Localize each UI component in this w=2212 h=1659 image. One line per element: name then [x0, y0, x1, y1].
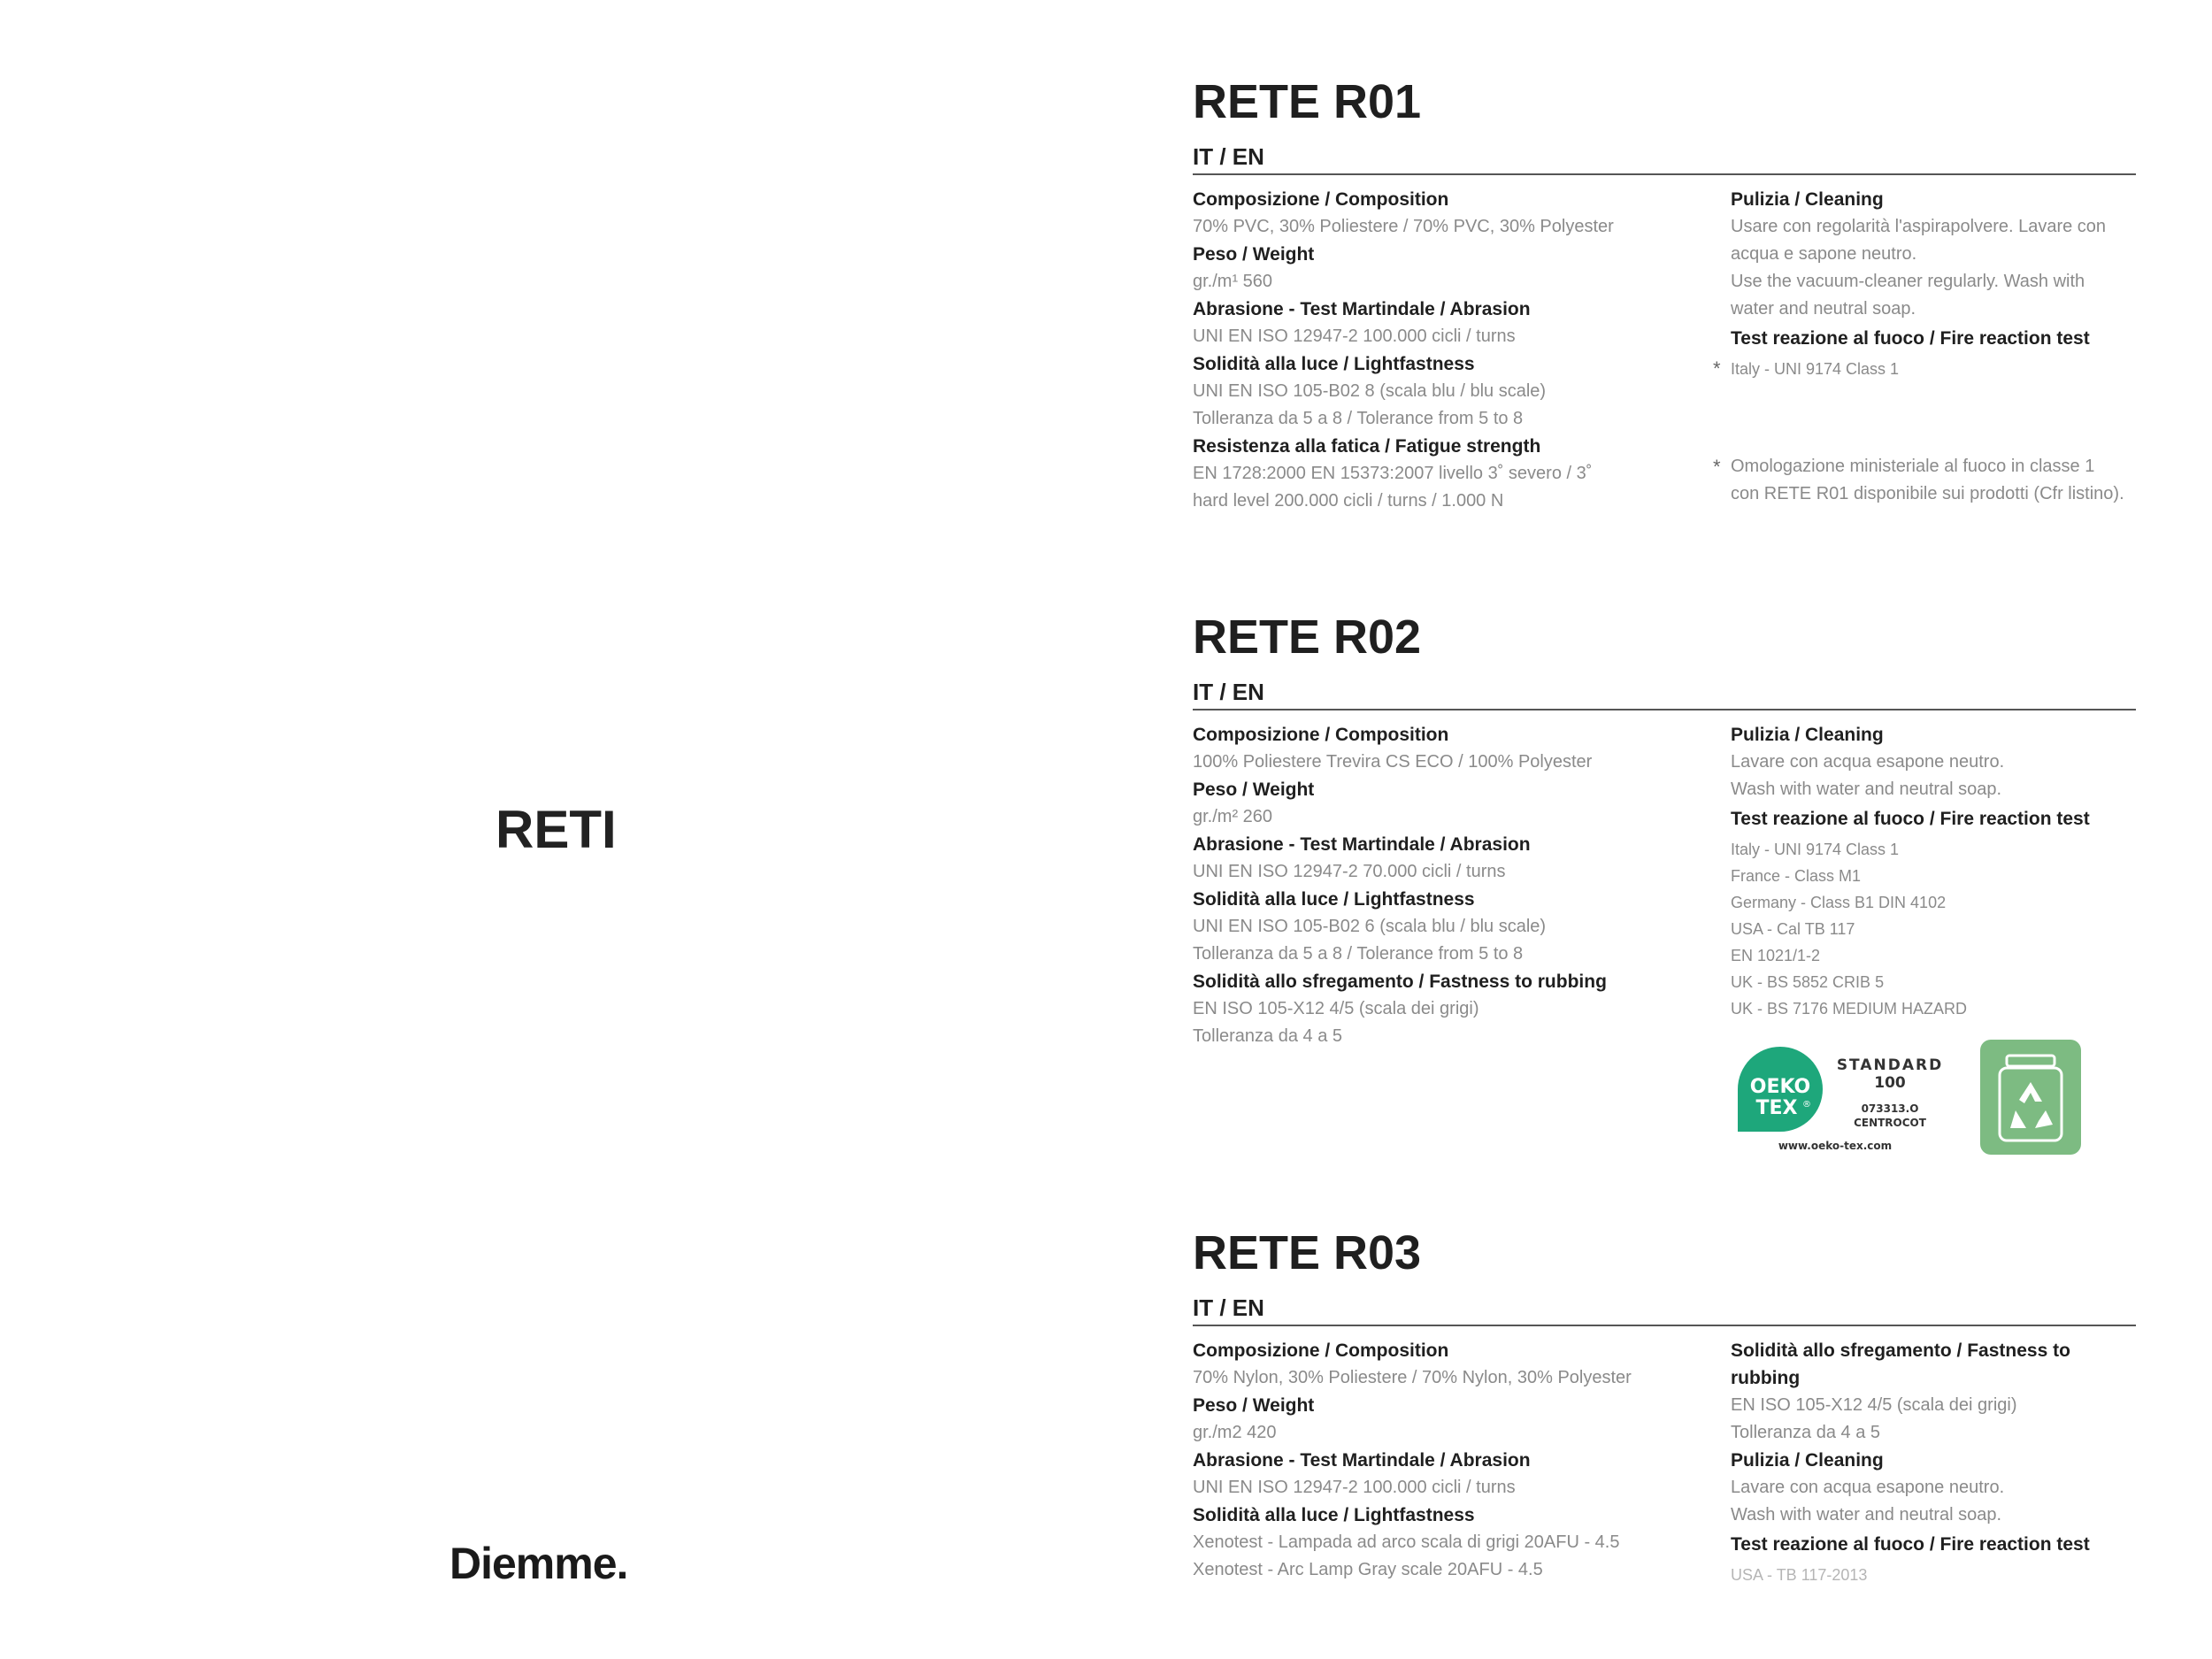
spec-value: 70% PVC, 30% Poliestere / 70% PVC, 30% Polyester [1193, 217, 1614, 236]
spec-heading: Solidità alla luce / Lightfastness [1193, 354, 1475, 374]
section-title: RETE R03 [1193, 1226, 1422, 1279]
spec-value: EN 1728:2000 EN 15373:2007 livello 3˚ severo / 3˚ [1193, 464, 1593, 483]
note-text: con RETE R01 disponibile sui prodotti (Cfr listino). [1731, 484, 2124, 503]
spec-value: UNI EN ISO 12947-2 100.000 cicli / turns [1193, 1478, 1516, 1497]
spec-value: UNI EN ISO 12947-2 100.000 cicli / turns [1193, 326, 1516, 346]
divider [1193, 173, 2136, 175]
language-label: IT / EN [1193, 143, 1264, 170]
cleaning-heading: Pulizia / Cleaning [1731, 1450, 1884, 1471]
spec-heading: Abrasione - Test Martindale / Abrasion [1193, 299, 1531, 319]
spec-value: Tolleranza da 4 a 5 [1193, 1026, 1343, 1046]
section-rete-r01 [1193, 75, 2136, 511]
spec-value: UNI EN ISO 105-B02 8 (scala blu / blu scale) [1193, 381, 1547, 401]
note-text: Omologazione ministeriale al fuoco in classe 1 [1731, 457, 2095, 476]
specs-right-column [1731, 721, 2147, 1164]
rubbing-value: EN ISO 105-X12 4/5 (scala dei grigi) [1731, 1395, 2017, 1415]
certification-logos [1731, 1040, 2147, 1164]
spec-heading: Solidità allo sfregamento / Fastness to rubbing [1193, 972, 1607, 992]
spec-heading: Abrasione - Test Martindale / Abrasion [1193, 834, 1531, 855]
specs-left-column [1193, 186, 1688, 515]
oeko-line2: TEX [1755, 1097, 1798, 1119]
rubbing-heading: Solidità allo sfregamento / Fastness to [1731, 1340, 2070, 1361]
fire-test-value: Italy - UNI 9174 Class 1 [1731, 841, 1900, 858]
spec-heading: Solidità alla luce / Lightfastness [1193, 1505, 1475, 1525]
cleaning-text: Lavare con acqua esapone neutro. [1731, 1478, 2005, 1497]
spec-heading: Abrasione - Test Martindale / Abrasion [1193, 1450, 1531, 1471]
spec-heading: Composizione / Composition [1193, 725, 1449, 745]
spec-value: UNI EN ISO 105-B02 6 (scala blu / blu scale) [1193, 917, 1547, 936]
fire-test-value: France - Class M1 [1731, 867, 1862, 885]
language-label: IT / EN [1193, 679, 1264, 705]
fire-test-heading: Test reazione al fuoco / Fire reaction test [1731, 1534, 2090, 1555]
cleaning-text: water and neutral soap. [1731, 299, 1916, 319]
fire-test-value: USA - TB 117-2013 [1731, 1566, 1868, 1584]
section-rete-r02 [1193, 611, 2136, 1152]
asterisk-icon: * [1713, 357, 1721, 380]
spec-value: Xenotest - Arc Lamp Gray scale 20AFU - 4.5 [1193, 1560, 1543, 1579]
oeko-institute: CENTROCOT [1854, 1117, 1926, 1129]
oeko-url: www.oeko-tex.com [1778, 1140, 1893, 1152]
oeko-standard-number: 100 [1874, 1074, 1906, 1092]
spec-heading: Peso / Weight [1193, 1395, 1315, 1416]
cleaning-text: Wash with water and neutral soap. [1731, 1505, 2002, 1525]
spec-heading: Composizione / Composition [1193, 1340, 1449, 1361]
oeko-certificate-code: 073313.O [1861, 1102, 1919, 1115]
fire-test-heading: Test reazione al fuoco / Fire reaction test [1731, 809, 2090, 829]
spec-value: hard level 200.000 cicli / turns / 1.000 N [1193, 491, 1504, 511]
brand-logo: Diemme. [449, 1539, 628, 1588]
fire-test-heading: Test reazione al fuoco / Fire reaction test [1731, 328, 2090, 349]
recycle-icon [1980, 1040, 2081, 1155]
category-title: RETI [495, 800, 617, 859]
spec-value: gr./m¹ 560 [1193, 272, 1273, 291]
cleaning-text: Usare con regolarità l'aspirapolvere. Lavare con [1731, 217, 2107, 236]
spec-value: 70% Nylon, 30% Poliestere / 70% Nylon, 30% Polyester [1193, 1368, 1632, 1387]
rubbing-value: Tolleranza da 4 a 5 [1731, 1423, 1881, 1442]
fire-test-value: Italy - UNI 9174 Class 1 [1731, 360, 1900, 378]
spec-heading: Peso / Weight [1193, 780, 1315, 800]
oeko-standard-label: STANDARD [1836, 1056, 1944, 1074]
spec-value: Tolleranza da 5 a 8 / Tolerance from 5 to 8 [1193, 409, 1524, 428]
cleaning-text: Wash with water and neutral soap. [1731, 780, 2002, 799]
spec-value: Tolleranza da 5 a 8 / Tolerance from 5 to 8 [1193, 944, 1524, 964]
spec-value: Xenotest - Lampada ad arco scala di grigi 20AFU - 4.5 [1193, 1532, 1620, 1552]
rubbing-heading: rubbing [1731, 1368, 1801, 1388]
spec-heading: Resistenza alla fatica / Fatigue strength [1193, 436, 1541, 457]
fire-test-value: USA - Cal TB 117 [1731, 920, 1855, 938]
asterisk-icon: * [1713, 456, 1721, 478]
spec-value: gr./m² 260 [1193, 807, 1273, 826]
spec-heading: Composizione / Composition [1193, 189, 1449, 210]
specs-right-column [1713, 186, 2147, 508]
cleaning-text: acqua e sapone neutro. [1731, 244, 1917, 264]
fire-test-value: Germany - Class B1 DIN 4102 [1731, 894, 1947, 911]
cleaning-text: Use the vacuum-cleaner regularly. Wash with [1731, 272, 2085, 291]
oeko-registered-mark: ® [1802, 1100, 1811, 1110]
oeko-tex-logo [1731, 1040, 1996, 1164]
spec-heading: Peso / Weight [1193, 244, 1315, 265]
fire-test-value: UK - BS 7176 MEDIUM HAZARD [1731, 1000, 1968, 1018]
spec-value: gr./m2 420 [1193, 1423, 1277, 1442]
divider [1193, 709, 2136, 710]
specs-left-column [1193, 721, 1688, 1050]
section-title: RETE R01 [1193, 75, 1422, 128]
spec-value: 100% Poliestere Trevira CS ECO / 100% Polyester [1193, 752, 1593, 772]
language-label: IT / EN [1193, 1294, 1264, 1321]
specs-left-column [1193, 1337, 1688, 1584]
spec-value: EN ISO 105-X12 4/5 (scala dei grigi) [1193, 999, 1479, 1018]
spec-heading: Solidità alla luce / Lightfastness [1193, 889, 1475, 910]
fire-test-value: EN 1021/1-2 [1731, 947, 1821, 964]
spec-value: UNI EN ISO 12947-2 70.000 cicli / turns [1193, 862, 1506, 881]
section-title: RETE R02 [1193, 611, 1422, 664]
fire-test-value: UK - BS 5852 CRIB 5 [1731, 973, 1885, 991]
section-rete-r03 [1193, 1226, 2136, 1584]
oeko-line1: OEKO [1749, 1076, 1811, 1098]
specs-right-column [1731, 1337, 2147, 1588]
divider [1193, 1325, 2136, 1326]
cleaning-heading: Pulizia / Cleaning [1731, 725, 1884, 745]
cleaning-text: Lavare con acqua esapone neutro. [1731, 752, 2005, 772]
cleaning-heading: Pulizia / Cleaning [1731, 189, 1884, 210]
